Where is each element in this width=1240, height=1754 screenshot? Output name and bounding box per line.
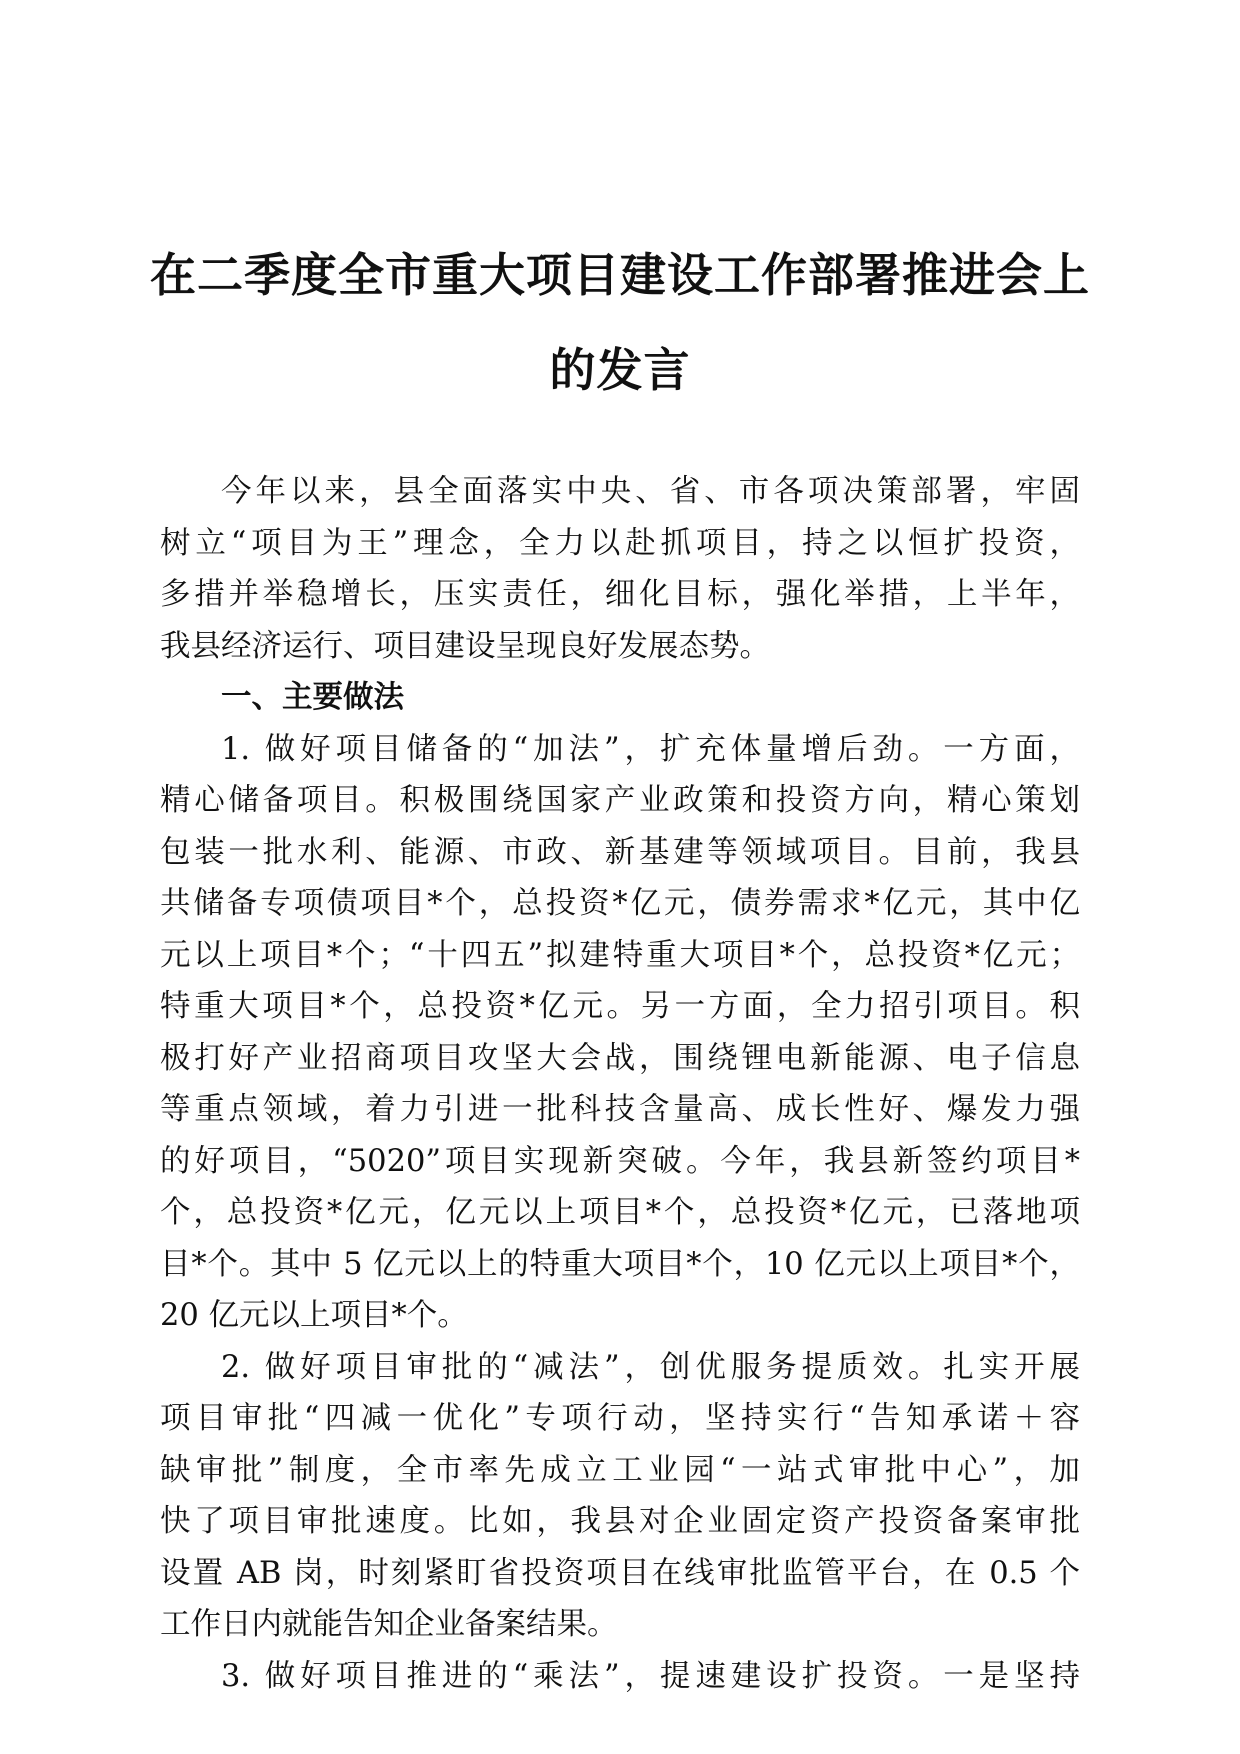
- body-text-line: 工作日内就能告知企业备案结果。: [160, 1607, 618, 1642]
- body-text-line: 快了项目审批速度。比如，我县对企业固定资产投资备案审批: [160, 1504, 1080, 1539]
- body-text-line: 设置 AB 岗，时刻紧盯省投资项目在线审批监管平台，在 0.5 个: [160, 1555, 1080, 1591]
- body-text-line: 的好项目，“5020”项目实现新突破。今年，我县新签约项目*: [160, 1143, 1080, 1179]
- body-text-line: 目*个。其中 5 亿元以上的特重大项目*个，10 亿元以上项目*个，: [160, 1246, 1080, 1282]
- title-line-2: 的发言: [549, 343, 691, 397]
- body-text-line: 树立“项目为王”理念，全力以赴抓项目，持之以恒扩投资，: [160, 525, 1080, 561]
- body-text-line: 元以上项目*个；“十四五”拟建特重大项目*个，总投资*亿元；: [160, 937, 1080, 973]
- body-text-line: 共储备专项债项目*个，总投资*亿元，债券需求*亿元，其中亿: [160, 886, 1080, 921]
- body-text-line: 多措并举稳增长，压实责任，细化目标，强化举措，上半年，: [160, 577, 1080, 612]
- body-text-line: 个，总投资*亿元，亿元以上项目*个，总投资*亿元，已落地项: [160, 1195, 1080, 1230]
- body-text-line: 项目审批“四减一优化”专项行动，坚持实行“告知承诺＋容: [160, 1401, 1080, 1436]
- body-text-line: 极打好产业招商项目攻坚大会战，围绕锂电新能源、电子信息: [160, 1040, 1080, 1076]
- body-text-line: 3. 做好项目推进的“乘法”，提速建设扩投资。一是坚持: [221, 1658, 1080, 1694]
- body-text-line: 1. 做好项目储备的“加法”，扩充体量增后劲。一方面，: [221, 731, 1080, 767]
- body-text-line: 今年以来，县全面落实中央、省、市各项决策部署，牢固: [221, 474, 1080, 509]
- body-text-line: 缺审批”制度，全市率先成立工业园“一站式审批中心”，加: [160, 1452, 1080, 1488]
- title-line-1: 在二季度全市重大项目建设工作部署推进会上: [150, 248, 1090, 302]
- body-text-line: 精心储备项目。积极围绕国家产业政策和投资方向，精心策划: [160, 783, 1080, 818]
- body-text-line: 等重点领域，着力引进一批科技含量高、成长性好、爆发力强: [160, 1092, 1080, 1127]
- body-text-line: 包装一批水利、能源、市政、新基建等领域项目。目前，我县: [160, 834, 1080, 870]
- document-body: [160, 466, 1080, 1702]
- body-text-line: 特重大项目*个，总投资*亿元。另一方面，全力招引项目。积: [160, 989, 1080, 1024]
- body-text-line: 20 亿元以上项目*个。: [160, 1298, 468, 1333]
- section-heading: 一、主要做法: [221, 679, 404, 715]
- body-text-line: 我县经济运行、项目建设呈现良好发展态势。: [160, 628, 770, 664]
- document-title: [150, 228, 1090, 418]
- body-text-line: 2. 做好项目审批的“减法”，创优服务提质效。扎实开展: [221, 1349, 1080, 1385]
